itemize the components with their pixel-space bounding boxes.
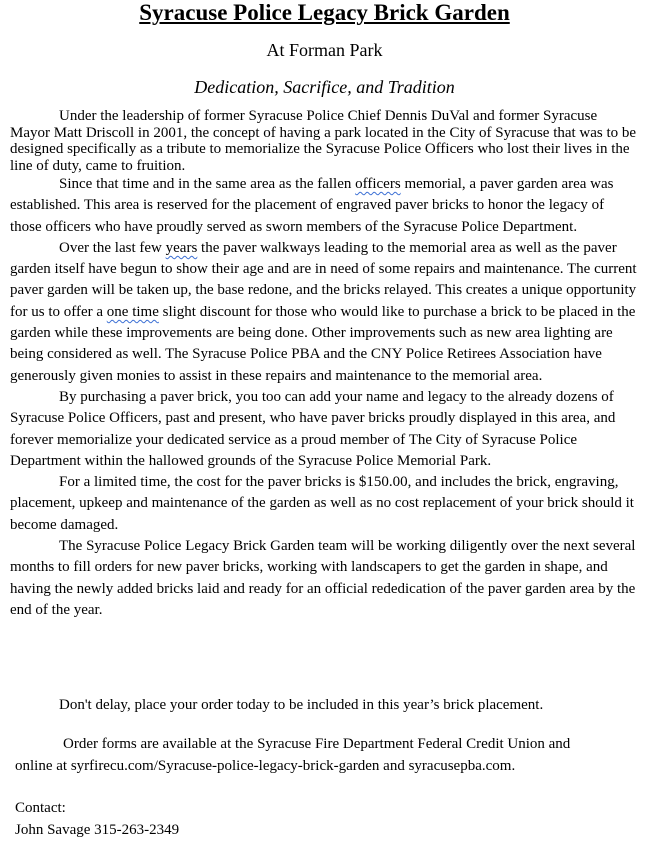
spellcheck-flag-years[interactable]: years bbox=[165, 239, 198, 256]
contact-person: John Savage 315-263-2349 bbox=[15, 822, 180, 838]
paragraph-repairs bbox=[10, 238, 638, 387]
contact-label: Contact: bbox=[15, 800, 66, 816]
spellcheck-flag-one-time[interactable]: one time bbox=[106, 303, 159, 320]
order-forms-info bbox=[15, 733, 643, 777]
p3-text-c: slight discount for those who would like to purchase a brick to be placed in the garden while these improvements are being done. Other improvements such as new area lighting are being considered as well. The Syracuse Police PBA and the CNY Police Retirees Association have generously given monies to assist in these repairs and maintenance to the memorial area. bbox=[10, 303, 636, 384]
call-to-action: Don't delay, place your order today to be included in this year’s brick placement. bbox=[59, 697, 544, 713]
paragraph-paver-garden bbox=[10, 174, 638, 238]
p2-text-a: Since that time and in the same area as the fallen bbox=[59, 176, 356, 192]
paragraph-legacy: By purchasing a paver brick, you too can add your name and legacy to the already dozens of Syracuse Police Officers, past and present, who have paver bricks proudly displayed in this area, and forever memorialize your dedicated service as a proud member of The City of Syracuse Police Department within the hallowed grounds of the Syracuse Police Memorial Park. bbox=[10, 388, 616, 469]
order-forms-line-2: online at syrfirecu.com/Syracuse-police-legacy-brick-garden and syracusepba.com. bbox=[15, 758, 516, 774]
p3-text-b: the paver walkways leading to the memorial area as well as the paver garden itself have begun to show their age and are in need of some repairs and maintenance. The current paver garden will be taken up, the base redone, and the bricks relayed. This creates a unique opportunity for us to offer a bbox=[10, 239, 637, 320]
p2-text-b: memorial, a paver garden area was established. This area is reserved for the placement of engraved paver bricks to honor the legacy of those officers who have proudly served as sworn members of the Syracuse Police Department. bbox=[10, 176, 614, 235]
page-subtitle: At Forman Park bbox=[266, 40, 383, 60]
title-text: Syracuse Police Legacy Brick Garden bbox=[139, 0, 510, 25]
paragraph-history: Under the leadership of former Syracuse Police Chief Dennis DuVal and former Syracuse Mayor Matt Driscoll in 2001, the concept of having a park located in the City of Syracuse that was to be designed specifically as a tribute to memorialize the Syracuse Police Officers who lost their lives in the line of duty, came to fruition. bbox=[10, 108, 637, 174]
page-title bbox=[0, 0, 649, 26]
spellcheck-flag-officers[interactable]: officers bbox=[355, 176, 401, 192]
contact-block bbox=[15, 797, 179, 841]
page-tagline: Dedication, Sacrifice, and Tradition bbox=[194, 77, 455, 97]
order-forms-line-1: Order forms are available at the Syracuse Fire Department Federal Credit Union and bbox=[63, 736, 571, 752]
p3-text-a: Over the last few bbox=[59, 239, 166, 256]
paragraph-cost: For a limited time, the cost for the paver bricks is $150.00, and includes the brick, engraving, placement, upkeep and maintenance of the garden as well as no cost replacement of your brick should it become damaged. bbox=[10, 474, 634, 533]
paragraph-team: The Syracuse Police Legacy Brick Garden team will be working diligently over the next several months to fill orders for new paver bricks, working with landscapers to get the garden in shape, and having the newly added bricks laid and ready for an official rededication of the paver garden area by the end of the year. bbox=[10, 538, 636, 618]
body-text bbox=[10, 108, 638, 621]
